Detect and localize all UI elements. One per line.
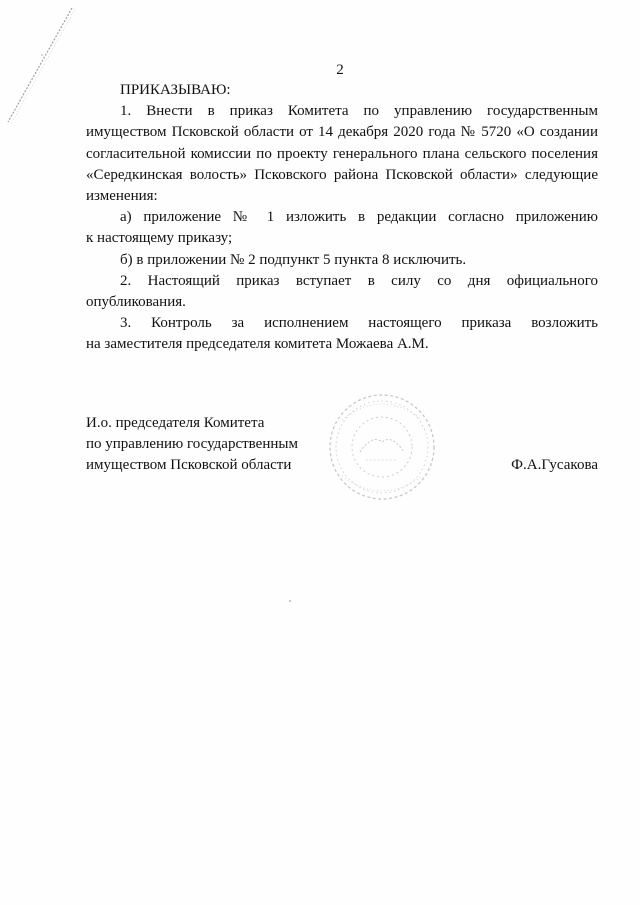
signatory-title-line: по управлению государственным <box>86 436 298 453</box>
page-number: 2 <box>336 62 344 78</box>
item-1-line: «Середкинская волость» Псковского района Псковской области» следующие <box>86 166 598 183</box>
item-1a-line: а) приложение № 1 изложить в редакции согласно приложению <box>120 209 598 226</box>
item-2 <box>86 271 598 313</box>
item-3-line: на заместителя председателя комитета Можаева А.М. <box>86 336 429 353</box>
signatory-title-line: имуществом Псковской области <box>86 457 292 474</box>
item-1a <box>86 207 598 249</box>
item-1-line: согласительной комиссии по проекту генерального плана сельского поселения <box>86 145 598 162</box>
item-3 <box>86 313 598 355</box>
order-heading: ПРИКАЗЫВАЮ: <box>120 82 231 98</box>
item-1-line: 1. Внести в приказ Комитета по управлению государственным <box>120 103 598 120</box>
item-1b: б) в приложении № 2 подпункт 5 пункта 8 исключить. <box>120 251 467 268</box>
item-1-line: изменения: <box>86 188 158 205</box>
signature-block <box>86 413 598 477</box>
item-2-line: опубликования. <box>86 294 186 311</box>
item-1-line: имуществом Псковской области от 14 декабря 2020 года № 5720 «О создании <box>86 124 598 141</box>
item-2-line: 2. Настоящий приказ вступает в силу со дня официального <box>120 272 598 289</box>
order-body <box>86 80 598 356</box>
item-1a-line: к настоящему приказу; <box>86 230 233 247</box>
item-1 <box>86 101 598 207</box>
scan-speck <box>289 600 291 602</box>
signatory-name: Ф.А.Гусакова <box>511 457 598 474</box>
item-3-line: 3. Контроль за исполнением настоящего приказа возложить <box>120 315 598 332</box>
signatory-title-line: И.о. председателя Комитета <box>86 415 265 431</box>
